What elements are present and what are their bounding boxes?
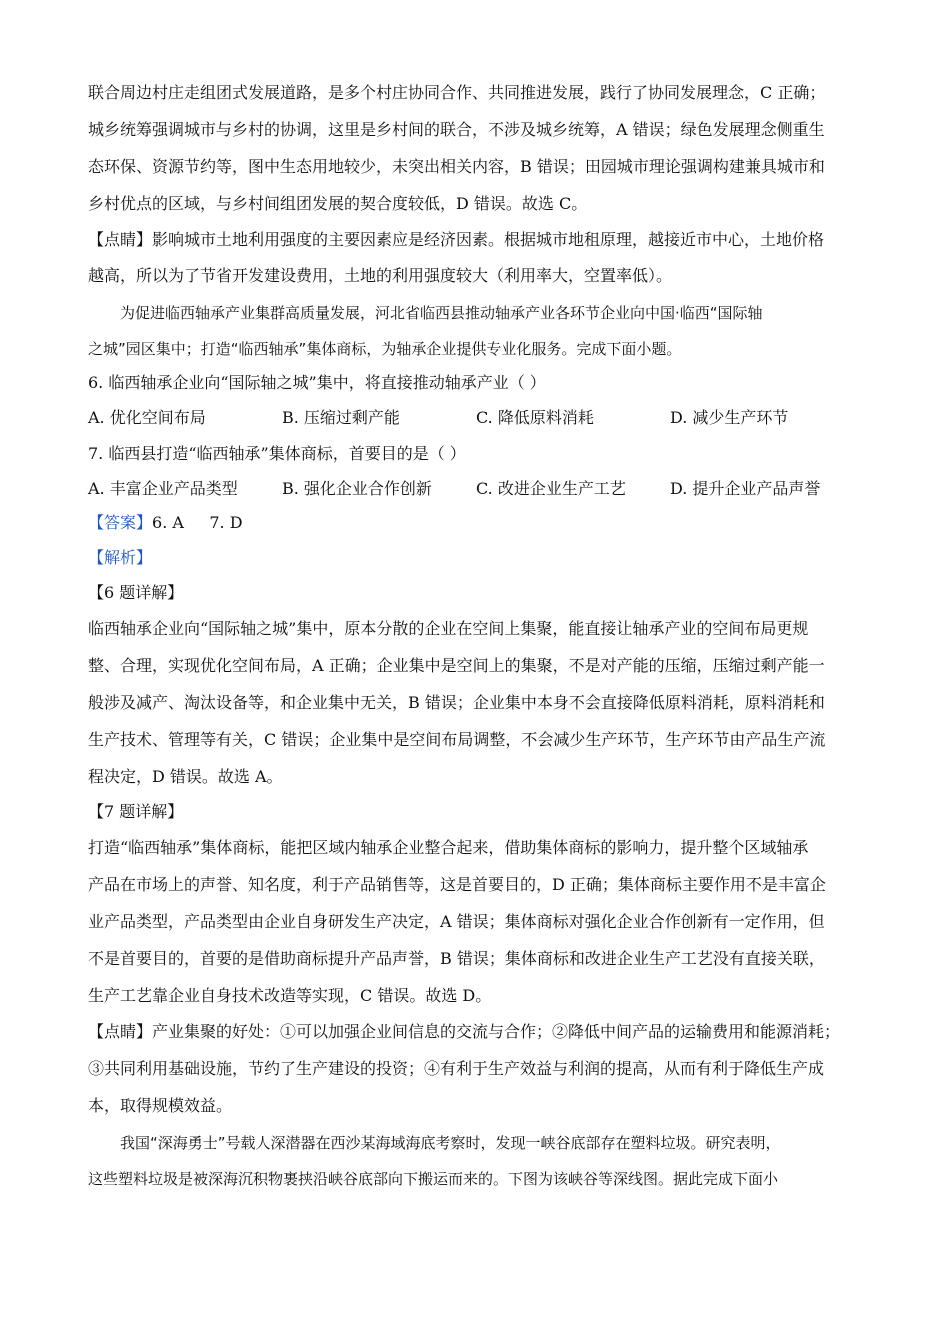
dianjing-line bbox=[88, 230, 824, 250]
q7-detail-line: 不是首要目的，首要的是借助商标提升产品声誉，B 错误；集体商标和改进企业生产工艺没有直接关联， bbox=[88, 949, 825, 968]
q7-option-b: B. 强化企业合作创新 bbox=[282, 479, 432, 498]
q6-detail-line: 程决定，D 错误。故选 A。 bbox=[88, 767, 283, 786]
dianjing-line: 越高，所以为了节省开发建设费用，土地的利用强度较大（利用率大，空置率低）。 bbox=[88, 266, 673, 285]
material-line: 我国“深海勇士”号载人深潜器在西沙某海域海底考察时，发现一峡谷底部存在塑料垃圾。研究表明， bbox=[120, 1134, 781, 1152]
answer-text: 6. A 7. D bbox=[152, 513, 243, 532]
analysis-tag: 【解析】 bbox=[88, 548, 153, 567]
q6-option-b: B. 压缩过剩产能 bbox=[282, 408, 400, 427]
paragraph-line: 联合周边村庄走组团式发展道路，是多个村庄协同合作、共同推进发展，践行了协同发展理念，C 正确； bbox=[88, 83, 826, 102]
q7-option-a: A. 丰富企业产品类型 bbox=[88, 479, 238, 498]
dianjing-line: ③共同利用基础设施，节约了生产建设的投资；④有利于生产效益与利润的提高，从而有利于降低生产成 bbox=[88, 1059, 825, 1078]
q7-detail-tag: 【7 题详解】 bbox=[88, 802, 184, 821]
q6-detail-line: 生产技术、管理等有关，C 错误；企业集中是空间布局调整，不会减少生产环节，生产环节由产品生产流 bbox=[88, 730, 826, 749]
dianjing-line bbox=[88, 1022, 840, 1042]
q6-detail-line: 临西轴承企业向“国际轴之城”集中，原本分散的企业在空间上集聚，能直接让轴承产业的空间布局更规 bbox=[88, 619, 809, 638]
dianjing-tag: 【点睛】 bbox=[88, 1022, 153, 1041]
q6-option-d: D. 减少生产环节 bbox=[670, 408, 789, 427]
q6-detail-tag: 【6 题详解】 bbox=[88, 583, 184, 602]
answer-line bbox=[88, 513, 243, 533]
q7-option-d: D. 提升企业产品声誉 bbox=[670, 479, 821, 498]
q7-detail-line: 生产工艺靠企业自身技术改造等实现，C 错误。故选 D。 bbox=[88, 986, 492, 1005]
dianjing-text: 影响城市土地利用强度的主要因素应是经济因素。根据城市地租原理，越接近市中心，土地价格 bbox=[152, 230, 825, 249]
q6-detail-line: 般涉及减产、淘汰设备等，和企业集中无关，B 错误；企业集中本身不会直接降低原料消耗，原料消耗和 bbox=[88, 693, 825, 712]
question-7-stem: 7. 临西县打造“临西轴承”集体商标，首要目的是（ ） bbox=[88, 444, 466, 463]
dianjing-text: 产业集聚的好处：①可以加强企业间信息的交流与合作；②降低中间产品的运输费用和能源消耗； bbox=[152, 1022, 841, 1041]
paragraph-line: 态环保、资源节约等，图中生态用地较少，未突出相关内容，B 错误；田园城市理论强调构建兼具城市和 bbox=[88, 157, 825, 176]
q7-detail-line: 产品在市场上的声誉、知名度，利于产品销售等，这是首要目的，D 正确；集体商标主要作用不是丰富企 bbox=[88, 875, 826, 894]
q6-option-c: C. 降低原料消耗 bbox=[476, 408, 594, 427]
paragraph-line: 乡村优点的区域，与乡村间组团发展的契合度较低，D 错误。故选 C。 bbox=[88, 194, 588, 213]
dianjing-tag: 【点睛】 bbox=[88, 230, 153, 249]
answer-tag: 【答案】 bbox=[88, 513, 153, 532]
dianjing-line: 本，取得规模效益。 bbox=[88, 1096, 233, 1115]
paragraph-line: 城乡统筹强调城市与乡村的协调，这里是乡村间的联合，不涉及城乡统筹，A 错误；绿色发展理念侧重生 bbox=[88, 120, 825, 139]
q7-option-c: C. 改进企业生产工艺 bbox=[476, 479, 626, 498]
material-line: 这些塑料垃圾是被深海沉积物裹挟沿峡谷底部向下搬运而来的。下图为该峡谷等深线图。据此完成下面小 bbox=[88, 1170, 779, 1188]
material-line: 为促进临西轴承产业集群高质量发展，河北省临西县推动轴承产业各环节企业向中国·临西“国际轴 bbox=[120, 304, 763, 322]
q6-detail-line: 整、合理，实现优化空间布局，A 正确；企业集中是空间上的集聚，不是对产能的压缩，压缩过剩产能一 bbox=[88, 656, 825, 675]
question-6-stem: 6. 临西轴承企业向“国际轴之城”集中，将直接推动轴承产业（ ） bbox=[88, 373, 546, 392]
q7-detail-line: 打造“临西轴承”集体商标，能把区域内轴承企业整合起来，借助集体商标的影响力，提升整个区域轴承 bbox=[88, 838, 809, 857]
material-line: 之城”园区集中；打造“临西轴承”集体商标，为轴承企业提供专业化服务。完成下面小题。 bbox=[88, 340, 682, 358]
q6-option-a: A. 优化空间布局 bbox=[88, 408, 206, 427]
q7-detail-line: 业产品类型，产品类型由企业自身研发生产决定，A 错误；集体商标对强化企业合作创新有一定作用，但 bbox=[88, 912, 825, 931]
